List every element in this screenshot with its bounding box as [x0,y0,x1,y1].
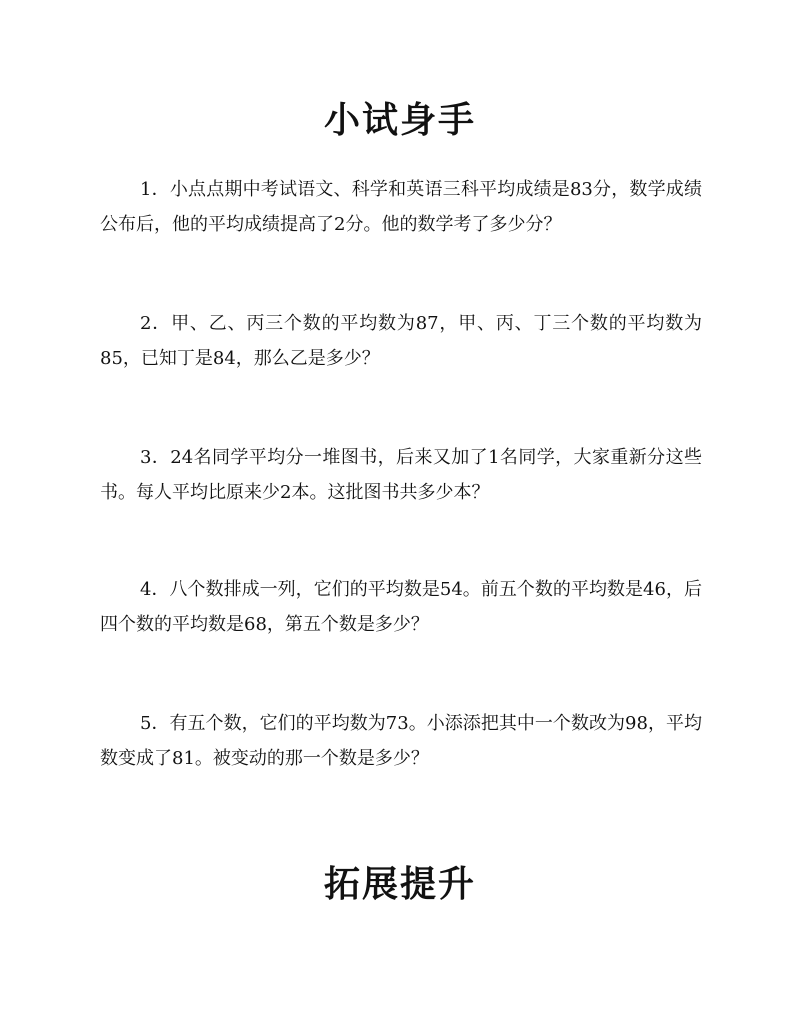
problem-number: 2． [140,313,172,334]
problem-text: 甲、乙、丙三个数的平均数为87，甲、丙、丁三个数的平均数为85，已知丁是84，那么乙是多少？ [100,313,703,369]
problem-number: 3． [140,447,171,468]
problem-text: 八个数排成一列，它们的平均数是54。前五个数的平均数是46，后四个数的平均数是68，第五个数是多少？ [100,579,703,635]
problem-number: 4． [140,579,170,600]
problem-5 [100,706,702,776]
problem-text: 24名同学平均分一堆图书，后来又加了1名同学，大家重新分这些书。每人平均比原来少2本。这批图书共多少本？ [100,447,702,503]
problem-text: 小点点期中考试语文、科学和英语三科平均成绩是83分，数学成绩公布后，他的平均成绩提高了2分。他的数学考了多少分？ [100,179,702,235]
problem-text: 有五个数，它们的平均数为73。小添添把其中一个数改为98，平均数变成了81。被变动的那一个数是多少？ [100,713,703,769]
section-title-extension: 拓展提升 [323,863,476,905]
section-title-practice: 小试身手 [323,99,476,141]
problem-number: 1． [140,179,170,200]
problem-number: 5． [140,713,170,734]
problem-2 [100,306,702,376]
problem-1 [100,172,702,242]
problem-3 [100,440,702,510]
problem-4 [100,572,702,642]
